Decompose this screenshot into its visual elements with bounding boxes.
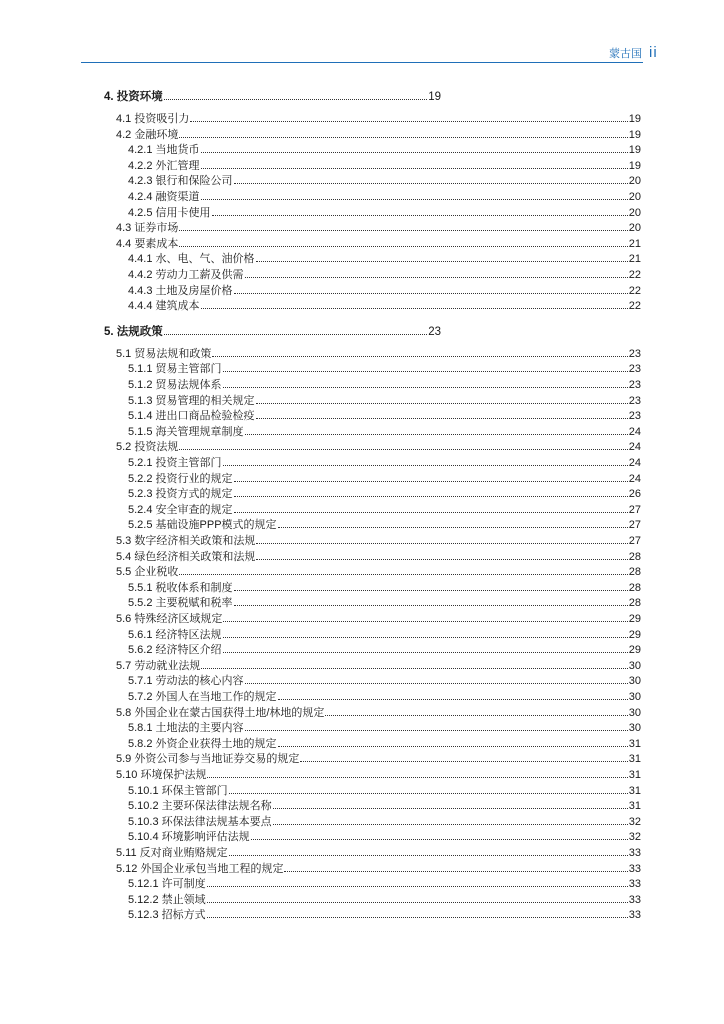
toc-page-number: 20	[628, 222, 641, 235]
toc-entry-title: 5.4 绿色经济相关政策和法规	[116, 550, 256, 563]
toc-page-number: 29	[628, 613, 641, 625]
toc-entry[interactable]	[116, 610, 641, 625]
toc-leader-dots	[256, 532, 627, 544]
toc-leader-dots	[229, 782, 628, 794]
toc-entry-title: 5.2.5 基础设施PPP模式的规定	[128, 519, 277, 532]
toc-page-number: 33	[628, 893, 641, 906]
toc-entry-title: 5.1.3 贸易管理的相关规定	[128, 394, 255, 407]
toc-page-number: 20	[628, 191, 641, 203]
toc-leader-dots	[256, 548, 627, 560]
toc-entry-title: 5. 法规政策	[104, 325, 163, 338]
toc-entry[interactable]	[116, 126, 641, 141]
toc-page-number: 31	[628, 753, 641, 766]
toc-page-number: 27	[628, 535, 641, 547]
toc-leader-dots	[179, 219, 627, 231]
toc-page-number: 31	[628, 769, 641, 781]
toc-page-number: 19	[628, 144, 641, 157]
toc-entry-title: 5.10.3 环保法律法规基本要点	[128, 815, 272, 828]
toc-entry[interactable]	[128, 516, 641, 531]
toc-leader-dots	[273, 813, 628, 825]
toc-leader-dots	[207, 906, 628, 918]
toc-entry-title: 5.10 环境保护法规	[116, 769, 207, 781]
toc-chapter[interactable]	[104, 88, 441, 103]
toc-entry-title: 5.5.1 税收体系和制度	[128, 581, 233, 594]
toc-leader-dots	[223, 360, 628, 372]
toc-entry-title: 5.5.2 主要税赋和税率	[128, 597, 233, 610]
toc-leader-dots	[212, 345, 627, 357]
toc-entry[interactable]	[116, 750, 641, 765]
toc-entry-title: 5.7 劳动就业法规	[116, 659, 201, 672]
toc-entry[interactable]	[128, 172, 641, 187]
toc-entry[interactable]	[116, 704, 641, 719]
toc-leader-dots	[300, 750, 627, 762]
toc-entry[interactable]	[128, 626, 641, 641]
toc-entry[interactable]	[128, 392, 641, 407]
toc-entry[interactable]	[128, 282, 641, 297]
toc-entry[interactable]	[128, 376, 641, 391]
toc-leader-dots	[223, 641, 628, 653]
toc-entry-title: 5.1.1 贸易主管部门	[128, 363, 222, 376]
toc-entry[interactable]	[128, 485, 641, 500]
toc-leader-dots	[234, 579, 628, 591]
toc-entry[interactable]	[116, 766, 641, 781]
toc-leader-dots	[223, 454, 628, 466]
toc-leader-dots	[256, 392, 628, 404]
toc-entry-title: 4.4.4 建筑成本	[128, 300, 200, 313]
toc-leader-dots	[229, 844, 628, 856]
toc-entry-title: 5.8.1 土地法的主要内容	[128, 722, 244, 735]
toc-page-number: 23	[628, 363, 641, 376]
toc-leader-dots	[273, 797, 628, 809]
toc-entry[interactable]	[128, 157, 641, 172]
toc-page-number: 31	[628, 800, 641, 813]
toc-entry-title: 4.2.4 融资渠道	[128, 191, 200, 203]
toc-leader-dots	[179, 438, 627, 450]
toc-entry[interactable]	[116, 844, 641, 859]
toc-entry-title: 4.3 证券市场	[116, 222, 179, 235]
toc-leader-dots	[245, 719, 628, 731]
toc-page-number: 23	[428, 325, 441, 338]
toc-entry[interactable]	[128, 423, 641, 438]
toc-entry-title: 5.3 数字经济相关政策和法规	[116, 535, 256, 547]
toc-entry-title: 5.12.2 禁止领域	[128, 893, 206, 906]
toc-entry[interactable]	[128, 250, 641, 265]
toc-page-number: 22	[628, 300, 641, 313]
toc-entry-title: 5.2.3 投资方式的规定	[128, 488, 233, 501]
toc-entry[interactable]	[128, 407, 641, 422]
toc-entry[interactable]	[128, 672, 641, 687]
toc-leader-dots	[207, 891, 628, 903]
toc-entry[interactable]	[128, 688, 641, 703]
toc-entry-title: 4.2 金融环境	[116, 128, 179, 141]
toc-page-number: 32	[628, 815, 641, 828]
toc-page-number: 30	[628, 722, 641, 735]
toc-entry[interactable]	[128, 797, 641, 812]
toc-entry-title: 4.2.2 外汇管理	[128, 159, 200, 172]
toc-entry-title: 5.5 企业税收	[116, 566, 179, 579]
toc-entry-title: 4. 投资环境	[104, 91, 163, 103]
toc-entry-title: 5.10.2 主要环保法律法规名称	[128, 800, 272, 813]
toc-page-number: 28	[628, 581, 641, 594]
toc-leader-dots	[201, 657, 627, 669]
toc-leader-dots	[223, 626, 628, 638]
toc-entry-title: 5.2.2 投资行业的规定	[128, 472, 233, 485]
toc-leader-dots	[207, 766, 627, 778]
toc-page-number: 30	[628, 675, 641, 688]
toc-leader-dots	[201, 297, 628, 309]
toc-entry[interactable]	[128, 875, 641, 890]
toc-entry[interactable]	[128, 782, 641, 797]
toc-page-number: 31	[628, 737, 641, 750]
toc-page-number: 24	[628, 441, 641, 454]
toc-page-number: 32	[628, 831, 641, 844]
toc-leader-dots	[234, 485, 628, 497]
toc-page-number: 22	[628, 284, 641, 297]
toc-entry[interactable]	[128, 141, 641, 156]
toc-entry[interactable]	[128, 454, 641, 469]
toc-page-number: 33	[628, 878, 641, 891]
toc-leader-dots	[179, 563, 627, 575]
toc-entry[interactable]	[116, 532, 641, 547]
toc-page-number: 19	[628, 113, 641, 125]
toc-leader-dots	[164, 88, 427, 100]
toc-page-number: 20	[628, 175, 641, 188]
toc-entry-title: 5.7.2 外国人在当地工作的规定	[128, 691, 277, 703]
toc-page-number: 29	[628, 628, 641, 641]
toc-entry-title: 5.11 反对商业贿赂规定	[116, 847, 228, 859]
toc-leader-dots	[245, 672, 628, 684]
toc-entry[interactable]	[128, 594, 641, 609]
toc-entry-title: 5.2 投资法规	[116, 441, 179, 454]
toc-leader-dots	[207, 875, 628, 887]
toc-leader-dots	[179, 126, 627, 138]
toc-entry[interactable]	[128, 813, 641, 828]
toc-leader-dots	[212, 204, 628, 216]
toc-entry-title: 5.2.1 投资主管部门	[128, 457, 222, 469]
toc-leader-dots	[234, 282, 628, 294]
toc-entry-title: 5.1 贸易法规和政策	[116, 347, 212, 360]
header-country: 蒙古国	[609, 48, 642, 60]
toc-chapter[interactable]	[104, 323, 441, 338]
toc-page-number: 23	[628, 394, 641, 407]
toc-page-number: 27	[628, 519, 641, 532]
toc-entry[interactable]	[128, 641, 641, 656]
toc-leader-dots	[223, 376, 628, 388]
toc-leader-dots	[234, 470, 628, 482]
toc-entry-title: 5.10.4 环境影响评估法规	[128, 831, 250, 844]
toc-entry-title: 4.4 要素成本	[116, 237, 179, 250]
toc-entry-title: 5.8.2 外资企业获得土地的规定	[128, 737, 277, 750]
toc-leader-dots	[278, 516, 628, 528]
toc-leader-dots	[201, 188, 628, 200]
toc-page-number: 30	[628, 659, 641, 672]
toc-page-number: 24	[628, 472, 641, 485]
toc-entry[interactable]	[116, 345, 641, 360]
header-page-number: ii	[649, 44, 658, 61]
toc-entry-title: 5.12.1 许可制度	[128, 878, 206, 891]
toc-entry[interactable]	[128, 297, 641, 312]
toc-entry[interactable]	[116, 563, 641, 578]
toc-leader-dots	[201, 141, 628, 153]
toc-leader-dots	[234, 594, 628, 606]
toc-entry[interactable]	[128, 719, 641, 734]
toc-entry[interactable]	[128, 906, 641, 921]
toc-entry-title: 5.9 外资公司参与当地证券交易的规定	[116, 753, 300, 766]
toc-entry[interactable]	[128, 828, 641, 843]
toc-entry[interactable]	[128, 501, 641, 516]
toc-leader-dots	[256, 250, 628, 262]
toc-page-number: 29	[628, 644, 641, 657]
toc-entry-title: 5.7.1 劳动法的核心内容	[128, 675, 244, 688]
toc-entry-title: 4.4.1 水、电、气、油价格	[128, 253, 255, 266]
toc-entry[interactable]	[128, 735, 641, 750]
toc-page-number: 23	[628, 347, 641, 360]
toc-leader-dots	[201, 157, 628, 169]
toc-leader-dots	[179, 235, 627, 247]
toc-page-number: 26	[628, 488, 641, 501]
toc-page-number: 28	[628, 597, 641, 610]
toc-page-number: 22	[628, 269, 641, 281]
toc-entry-title: 5.6.1 经济特区法规	[128, 628, 222, 641]
toc-entry[interactable]	[116, 860, 641, 875]
toc-entry-title: 5.2.4 安全审查的规定	[128, 503, 233, 516]
toc-entry[interactable]	[128, 266, 641, 281]
toc-entry-title: 5.6 特殊经济区域规定	[116, 613, 223, 625]
toc-leader-dots	[245, 266, 628, 278]
toc-page-number: 28	[628, 566, 641, 579]
toc-page-number: 23	[628, 410, 641, 423]
toc-entry-title: 5.6.2 经济特区介绍	[128, 644, 222, 657]
toc-entry[interactable]	[128, 204, 641, 219]
toc-entry[interactable]	[116, 438, 641, 453]
toc-page-number: 24	[628, 457, 641, 469]
toc-page-number: 19	[628, 128, 641, 141]
toc-entry-title: 4.2.5 信用卡使用	[128, 206, 211, 219]
toc-entry-title: 5.1.4 进出口商品检验检疫	[128, 410, 255, 423]
toc-leader-dots	[234, 172, 628, 184]
toc-page-number: 31	[628, 784, 641, 797]
toc-page-number: 24	[628, 425, 641, 438]
toc-page-number: 33	[628, 909, 641, 922]
toc-entry[interactable]	[128, 470, 641, 485]
toc-entry[interactable]	[116, 657, 641, 672]
toc-entry-title: 4.2.3 银行和保险公司	[128, 175, 233, 188]
toc-page-number: 33	[628, 862, 641, 875]
toc-entry-title: 4.1 投资吸引力	[116, 113, 190, 125]
toc-entry-title: 4.2.1 当地货币	[128, 144, 200, 157]
toc-leader-dots	[278, 735, 628, 747]
toc-entry-title: 4.4.2 劳动力工薪及供需	[128, 269, 244, 281]
toc-page-number: 21	[628, 253, 641, 266]
toc-page-number: 28	[628, 550, 641, 563]
toc-leader-dots	[278, 688, 628, 700]
toc-page-number: 30	[628, 706, 641, 719]
toc-entry[interactable]	[128, 360, 641, 375]
toc-leader-dots	[190, 110, 627, 122]
toc-page-number: 19	[428, 91, 441, 103]
toc-entry-title: 5.1.2 贸易法规体系	[128, 379, 222, 391]
toc-entry-title: 5.12.3 招标方式	[128, 909, 206, 922]
toc-entry[interactable]	[116, 219, 641, 234]
toc-entry[interactable]	[128, 188, 641, 203]
toc-entry-title: 5.12 外国企业承包当地工程的规定	[116, 862, 284, 875]
toc-entry-title: 5.1.5 海关管理规章制度	[128, 425, 244, 438]
toc-leader-dots	[234, 501, 628, 513]
toc-leader-dots	[284, 860, 627, 872]
toc-entry-title: 5.10.1 环保主管部门	[128, 784, 228, 797]
toc-page-number: 33	[628, 847, 641, 859]
toc-entry[interactable]	[116, 548, 641, 563]
toc-page-number: 20	[628, 206, 641, 219]
toc-entry[interactable]	[116, 110, 641, 125]
toc-leader-dots	[223, 610, 627, 622]
toc-entry-title: 4.4.3 土地及房屋价格	[128, 284, 233, 297]
toc-entry[interactable]	[116, 235, 641, 250]
toc-leader-dots	[245, 423, 628, 435]
toc-entry[interactable]	[128, 891, 641, 906]
toc-leader-dots	[325, 704, 627, 716]
toc-leader-dots	[164, 323, 427, 335]
toc-page-number: 19	[628, 159, 641, 172]
toc-page-number: 27	[628, 503, 641, 516]
header-rule	[81, 62, 643, 63]
toc-page-number: 21	[628, 237, 641, 250]
toc-leader-dots	[256, 407, 628, 419]
toc-leader-dots	[251, 828, 628, 840]
toc-page-number: 30	[628, 691, 641, 703]
toc-entry-title: 5.8 外国企业在蒙古国获得土地/林地的规定	[116, 706, 325, 719]
toc-entry[interactable]	[128, 579, 641, 594]
toc-page-number: 23	[628, 379, 641, 391]
